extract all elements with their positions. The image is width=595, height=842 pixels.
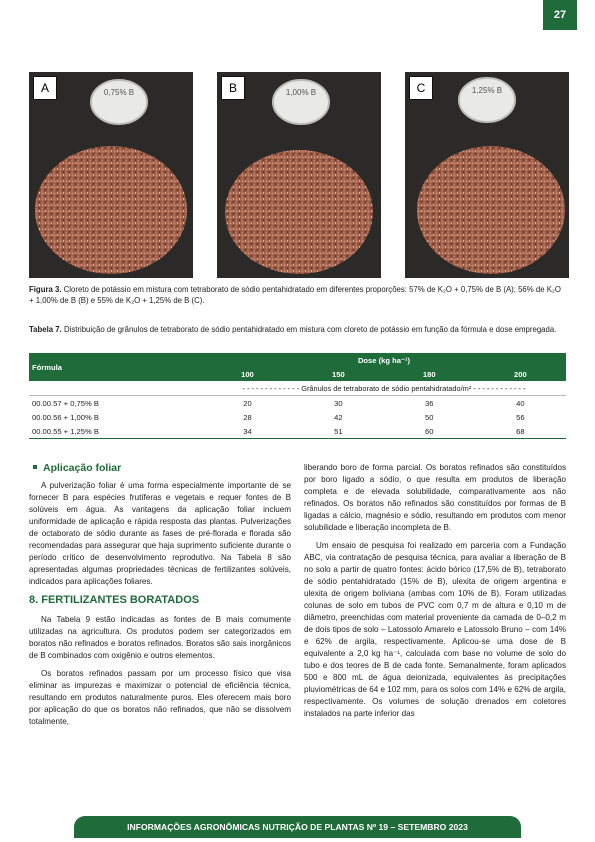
table-cell: 42 (334, 412, 343, 422)
granules-pile-c (405, 72, 569, 278)
granules-pile-a (29, 72, 193, 278)
dose-100: 100 (202, 367, 293, 381)
row-formula: 00.00.55 + 1,25% B (29, 424, 202, 439)
table-cell: 34 (202, 424, 293, 439)
table-cell: 60 (384, 424, 475, 439)
section-heading: 8. FERTILIZANTES BORATADOS (29, 594, 200, 606)
table-cell: 30 (334, 398, 343, 408)
table-cell: 68 (475, 424, 566, 439)
granules-pile-b (217, 72, 381, 278)
dose-200: 200 (475, 367, 566, 381)
photo-tag-b: B (221, 76, 245, 100)
row-formula: 00.00.56 + 1,00% B (32, 412, 99, 422)
footer-banner: INFORMAÇÕES AGRONÔMICAS NUTRIÇÃO DE PLANTAS Nº 19 – SETEMBRO 2023 (74, 816, 521, 838)
table-cell: 50 (425, 412, 434, 422)
table-7 (29, 353, 566, 439)
row-formula: 00.00.57 + 0,75% B (32, 398, 99, 408)
photo-c (405, 72, 569, 278)
col-formula-header: Fórmula (29, 353, 202, 381)
figure-photos (29, 72, 569, 278)
table-cell: 51 (293, 424, 384, 439)
table-row (29, 410, 566, 424)
left-column (29, 462, 291, 734)
heading-foliar-text: Aplicação foliar (43, 462, 122, 474)
table-caption-label: Tabela 7. (29, 325, 62, 334)
lid-text-a: 0,75% B (103, 88, 135, 97)
dose-header: Dose (kg ha⁻¹) (202, 353, 566, 367)
lid-text-c: 1,25% B (471, 86, 503, 95)
photo-b (217, 72, 381, 278)
lid-text-b: 1,00% B (285, 88, 317, 97)
heading-foliar (29, 462, 291, 474)
paragraph: Os boratos refinados passam por um processo físico que visa eliminar as impurezas e maximizar o potencial de eficiência técnica, resultando em produtos naturalmente puros. Eles oferecem mais boro por aplicação do que os boratos não refinados, que não se dissolvem totalmente, (29, 669, 291, 726)
photo-a (29, 72, 193, 278)
paragraph: Na Tabela 9 estão indicadas as fontes de B mais comumente utilizadas na agricultura. Os produtos podem ser categorizados em boratos não refinados e boratos refinados. Boratos são sais inorgânicos de B combinados com oxigênio e outros elementos. (29, 615, 291, 660)
photo-tag-a: A (33, 76, 57, 100)
table-cell: 36 (425, 398, 434, 408)
bullet-icon (33, 465, 37, 469)
photo-tag-c: C (409, 76, 433, 100)
figure-caption (29, 284, 567, 306)
paragraph: liberando boro de forma parcial. Os boratos refinados são constituídos por boro ligado a sódio, o que resulta em produtos de liberação completa e de elevada solubilidade, comparativamente aos não refinados. Os boratos não refinados são constituídos por formas de B ligadas a cálcio, magnésio e sódio, resultando em produtos com menor solubilidade e liberação incompleta de B. (304, 463, 566, 532)
table-caption-text: Distribuição de grânulos de tetraborato de sódio pentahidratado em mistura com cloreto de potássio em função da fórmula e dose empregada. (63, 325, 557, 334)
page-number: 27 (543, 0, 577, 30)
table-row (29, 396, 566, 411)
paragraph: A pulverização foliar é uma forma especialmente importante de se fornecer B para espécies frutíferas e vegetais e requer fontes de B solúveis em água. As vantagens da aplicação foliar incluem uniformidade de aplicação e rápida resposta das plantas. Pulverizações de octaborato de sódio durante as fases de pré-florada e florada são recomendadas para assegurar que haja suprimento suficiente durante o período crítico de desenvolvimento reprodutivo. Na Tabela 8 são apresentadas algumas propriedades técnicas de fertilizantes solúveis, indicados para aplicações foliares. (29, 481, 291, 586)
dose-180: 180 (384, 367, 475, 381)
table-caption (29, 324, 567, 335)
table-cell: 20 (243, 398, 252, 408)
dose-150: 150 (293, 367, 384, 381)
table-cell: 40 (516, 398, 525, 408)
table-subheader: - - - - - - - - - - - - - Grânulos de tetraborato de sódio pentahidratado/m² - - - - - - - - - - - - (202, 381, 566, 396)
paragraph: Um ensaio de pesquisa foi realizado em parceria com a Fundação ABC, via contratação de pesquisa técnica, para avaliar a liberação de B no solo a partir de quatro fontes: ácido bórico (17,5% de B), tetraborato de sódio pentahidratado (15% de B), ulexita de origem argentina e ulexita de origem boliviana (ambas com 10% de B). Foram utilizadas colunas de solo em tubos de PVC com 0,7 m de altura e 0,10 m de diâmetro, preenchidas com material proveniente da camada de 0–0,2 m de dois tipos de solo – Latossolo Amarelo e Latossolo Bruno – com 14% e 62% de argila, respectivamente. Aplicou-se uma dose de B equivalente a 2,0 kg ha⁻¹, calculada com base no volume de solo do tubo e dos teores de B de cada fonte. Semanalmente, foram aplicados 500 e 800 mL de água deionizada, equivalentes às precipitações pluviométricas de 64 e 102 mm, para os solos com 14% e 62% de argila, respectivamente. Os volumes de solução drenados em coletores instalados na parte inferior das (304, 541, 566, 718)
figure-caption-label: Figura 3. (29, 285, 62, 294)
figure-caption-text: Cloreto de potássio em mistura com tetraborato de sódio pentahidratado em diferentes proporções: 57% de K₂O + 0,75% de B (A); 56% de K₂O + 1,00% de B (B) e 55% de K₂O + 1,25% de B (C). (29, 285, 561, 305)
table-row (29, 424, 566, 439)
table-cell: 56 (516, 412, 525, 422)
right-column (304, 462, 566, 726)
table-cell: 28 (243, 412, 252, 422)
